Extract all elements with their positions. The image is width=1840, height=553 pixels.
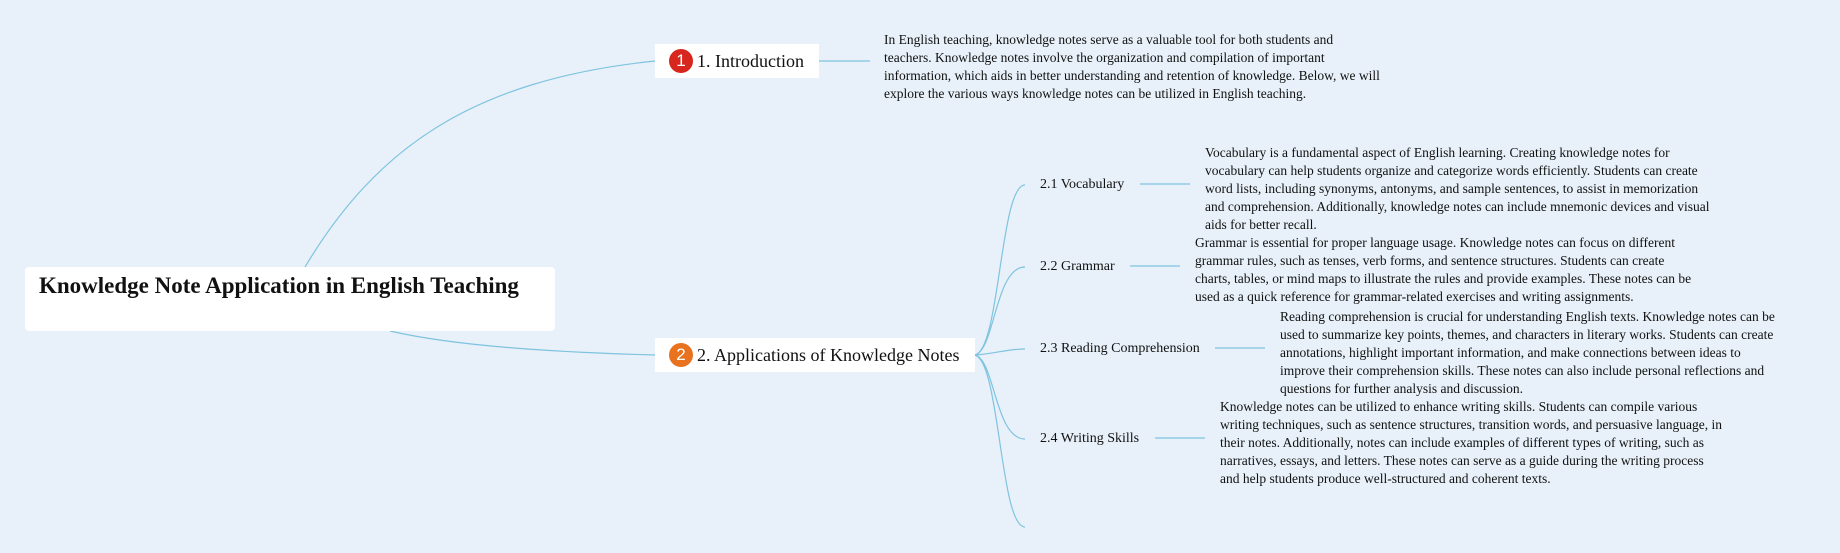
branch-applications[interactable]	[655, 338, 975, 372]
root-topic[interactable]	[25, 267, 555, 331]
connector-applications-vocabulary	[975, 185, 1025, 355]
number-1-badge-icon: 1	[669, 49, 693, 73]
subtopic-vocabulary[interactable]: 2.1 Vocabulary	[1040, 177, 1125, 192]
connector-root-applications	[390, 331, 655, 355]
connector-applications-reading	[975, 349, 1025, 355]
vocabulary-note: Vocabulary is a fundamental aspect of English learning. Creating knowledge notes for vocabulary can help students organize and categorize words efficiently. Students can create word lists, including synonyms, antonyms, and sample sentences, to assist in memorization and comprehension. Additionally, knowledge notes can include mnemonic devices and visual aids for better recall.	[1205, 145, 1710, 232]
number-2-badge-icon: 2	[669, 343, 693, 367]
subtopic-reading-comprehension[interactable]: 2.3 Reading Comprehension	[1040, 341, 1200, 356]
branch-introduction[interactable]	[655, 44, 819, 78]
root-topic-title: Knowledge Note Application in English Teaching	[39, 273, 519, 298]
branch-applications-label: 2. Applications of Knowledge Notes	[697, 344, 960, 365]
connector-applications-grammar	[975, 267, 1025, 355]
subtopic-grammar[interactable]: 2.2 Grammar	[1040, 259, 1115, 274]
introduction-note: In English teaching, knowledge notes serve as a valuable tool for both students and teachers. Knowledge notes involve the organization and compilation of important information, which aids in better understanding and retention of knowledge. Below, we will explore the various ways knowledge notes can be utilized in English teaching.	[884, 32, 1380, 101]
grammar-note: Grammar is essential for proper language usage. Knowledge notes can focus on different grammar rules, such as tenses, verb forms, and sentence structures. Students can create charts, tables, or mind maps to illustrate the rules and provide examples. These notes can be used as a quick reference for grammar-related exercises and writing assignments.	[1195, 235, 1692, 304]
writing-skills-note: Knowledge notes can be utilized to enhance writing skills. Students can compile various writing techniques, such as sentence structures, transition words, and persuasive language, in their notes. Additionally, notes can include examples of different types of writing, such as narratives, essays, and letters. These notes can serve as a guide during the writing process and help students produce well-structured and coherent texts.	[1220, 399, 1722, 486]
connector-applications-extra	[975, 355, 1025, 527]
reading-comprehension-note: Reading comprehension is crucial for understanding English texts. Knowledge notes can be used to summarize key points, themes, and characters in literary works. Students can create annotations, highlight important information, and make connections between ideas to improve their comprehension skills. These notes can also include personal reflections and questions for further analysis and discussion.	[1280, 309, 1775, 396]
branch-introduction-label: 1. Introduction	[697, 50, 804, 71]
connector-applications-writing	[975, 355, 1025, 439]
connector-root-introduction	[305, 61, 655, 267]
subtopic-writing-skills[interactable]: 2.4 Writing Skills	[1040, 431, 1140, 446]
